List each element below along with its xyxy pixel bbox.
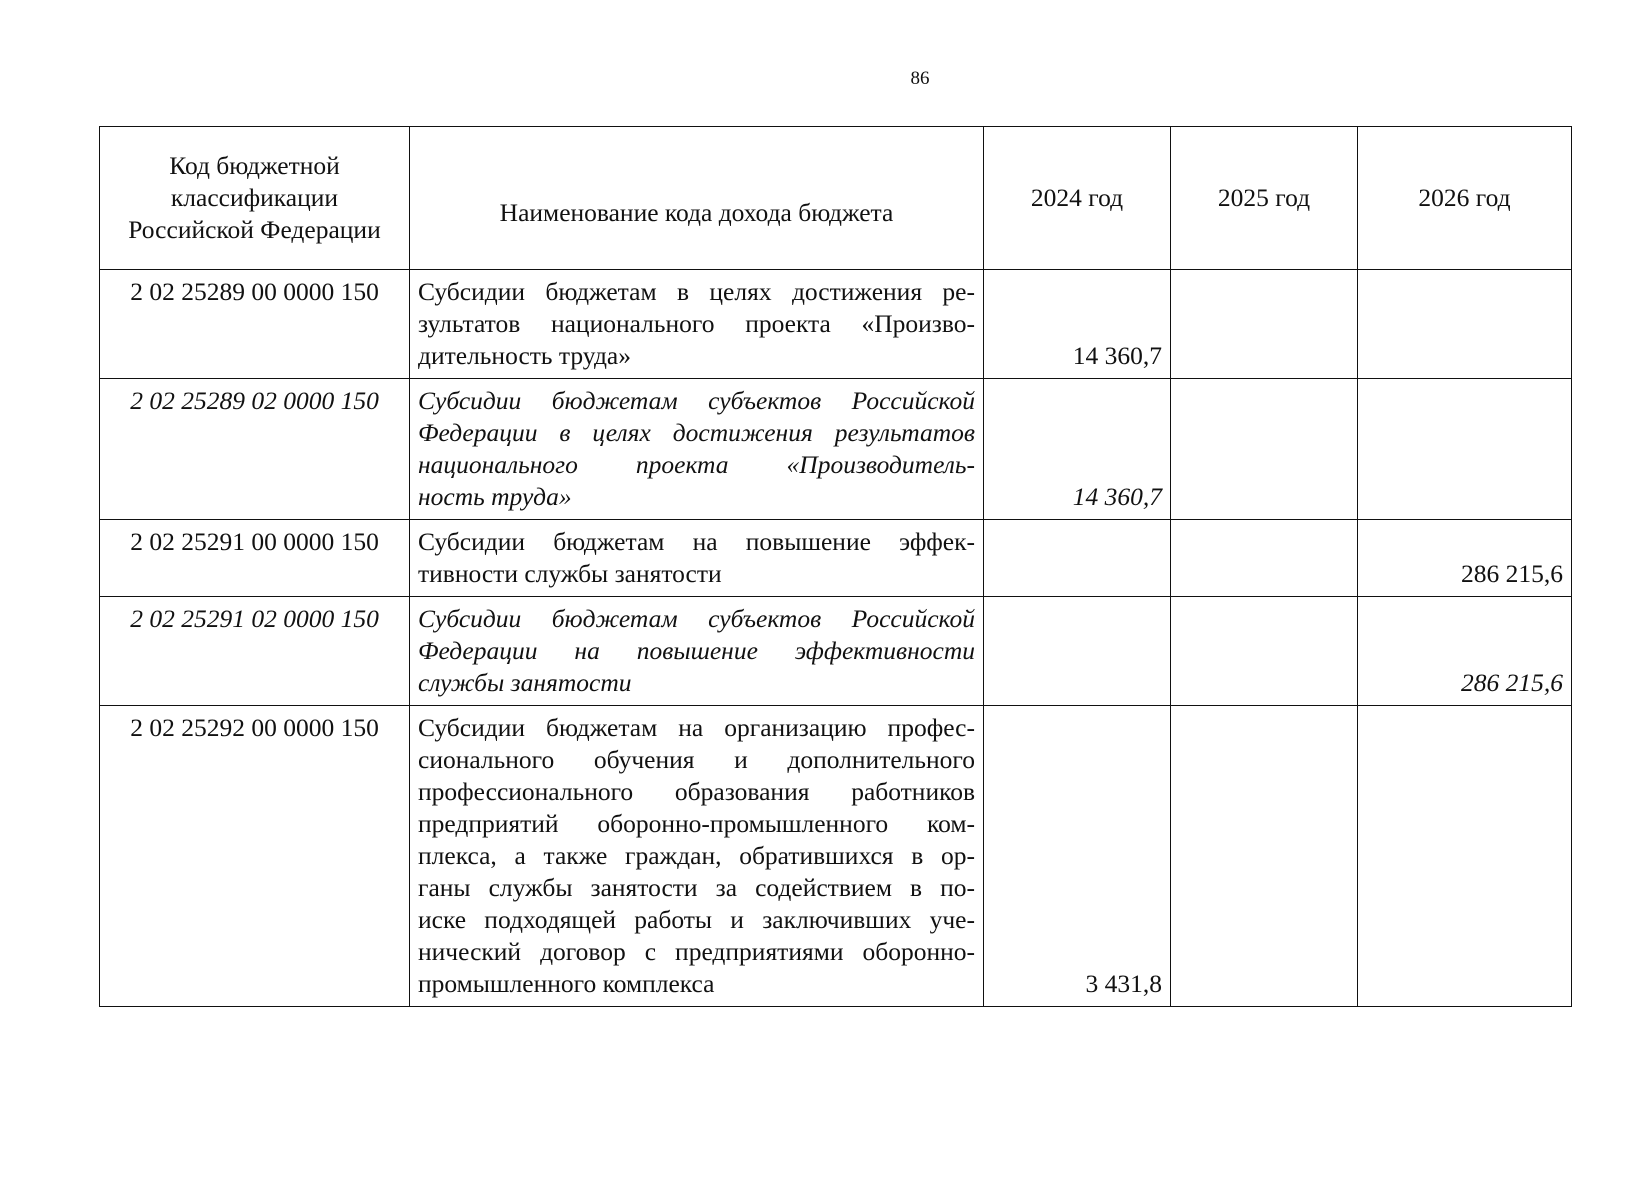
amount-2024-cell: 14 360,7: [984, 270, 1171, 379]
table-row: [100, 597, 1572, 706]
header-name: Наименование кода дохода бюджета: [410, 127, 984, 270]
revenue-name-line: нический договор с предприятиями оборонно-: [418, 937, 975, 966]
revenue-name-line: Федерации в целях достижения результатов: [418, 418, 975, 447]
revenue-name-line: Федерации на повышение эффективности: [418, 636, 975, 665]
header-code: [100, 127, 410, 270]
budget-code-cell: 2 02 25292 00 0000 150: [100, 706, 410, 1007]
revenue-name-cell: [410, 520, 984, 597]
amount-2026-cell: [1358, 270, 1572, 379]
amount-2024-cell: 14 360,7: [984, 379, 1171, 520]
revenue-name-cell: [410, 597, 984, 706]
budget-code-cell: 2 02 25291 02 0000 150: [100, 597, 410, 706]
header-2026: 2026 год: [1358, 127, 1572, 270]
table-row: [100, 379, 1572, 520]
header-code-line: Российской Федерации: [128, 215, 381, 244]
revenue-name-line: предприятий оборонно-промышленного ком-: [418, 809, 975, 838]
revenue-name-line: тивности службы занятости: [418, 559, 722, 588]
budget-code-cell: 2 02 25289 00 0000 150: [100, 270, 410, 379]
amount-2025-cell: [1171, 520, 1358, 597]
budget-code-cell: 2 02 25291 00 0000 150: [100, 520, 410, 597]
amount-2024-cell: [984, 520, 1171, 597]
table-row: [100, 706, 1572, 1007]
header-code-line: классификации: [170, 183, 339, 212]
revenue-name-line: дительность труда»: [418, 341, 631, 370]
revenue-name-line: иске подходящей работы и заключивших уче-: [418, 905, 975, 934]
budget-revenue-table: [99, 126, 1572, 1007]
header-2024: 2024 год: [984, 127, 1171, 270]
revenue-name-cell: [410, 379, 984, 520]
revenue-name-line: сионального обучения и дополнительного: [418, 745, 975, 774]
revenue-name-line: службы занятости: [418, 668, 632, 697]
table-row: [100, 270, 1572, 379]
table-header-row: [100, 127, 1572, 270]
amount-2024-cell: [984, 597, 1171, 706]
revenue-name-line: промышленного комплекса: [418, 969, 715, 998]
revenue-name-line: Субсидии бюджетам на повышение эффек-: [418, 527, 975, 556]
amount-2026-cell: 286 215,6: [1358, 520, 1572, 597]
revenue-name-line: зультатов национального проекта «Произво-: [418, 309, 975, 338]
table-body: [100, 270, 1572, 1007]
revenue-name-line: Субсидии бюджетам в целях достижения ре-: [418, 277, 975, 306]
revenue-name-cell: [410, 706, 984, 1007]
amount-2026-cell: 286 215,6: [1358, 597, 1572, 706]
revenue-name-line: профессионального образования работников: [418, 777, 975, 806]
revenue-name-line: Субсидии бюджетам субъектов Российской: [418, 604, 975, 633]
amount-2026-cell: [1358, 379, 1572, 520]
header-2025: 2025 год: [1171, 127, 1358, 270]
amount-2025-cell: [1171, 706, 1358, 1007]
revenue-name-line: плекса, а также граждан, обратившихся в ор-: [418, 841, 975, 870]
amount-2025-cell: [1171, 270, 1358, 379]
table-row: [100, 520, 1572, 597]
amount-2025-cell: [1171, 597, 1358, 706]
header-code-line: Код бюджетной: [169, 151, 340, 180]
revenue-name-line: ганы службы занятости за содействием в по-: [418, 873, 975, 902]
revenue-name-line: ность труда»: [418, 482, 572, 511]
amount-2024-cell: 3 431,8: [984, 706, 1171, 1007]
revenue-name-line: национального проекта «Производитель-: [418, 450, 975, 479]
revenue-name-line: Субсидии бюджетам субъектов Российской: [418, 386, 975, 415]
amount-2025-cell: [1171, 379, 1358, 520]
amount-2026-cell: [1358, 706, 1572, 1007]
revenue-name-line: Субсидии бюджетам на организацию профес-: [418, 713, 975, 742]
revenue-name-cell: [410, 270, 984, 379]
budget-code-cell: 2 02 25289 02 0000 150: [100, 379, 410, 520]
page-number: 86: [910, 68, 930, 89]
